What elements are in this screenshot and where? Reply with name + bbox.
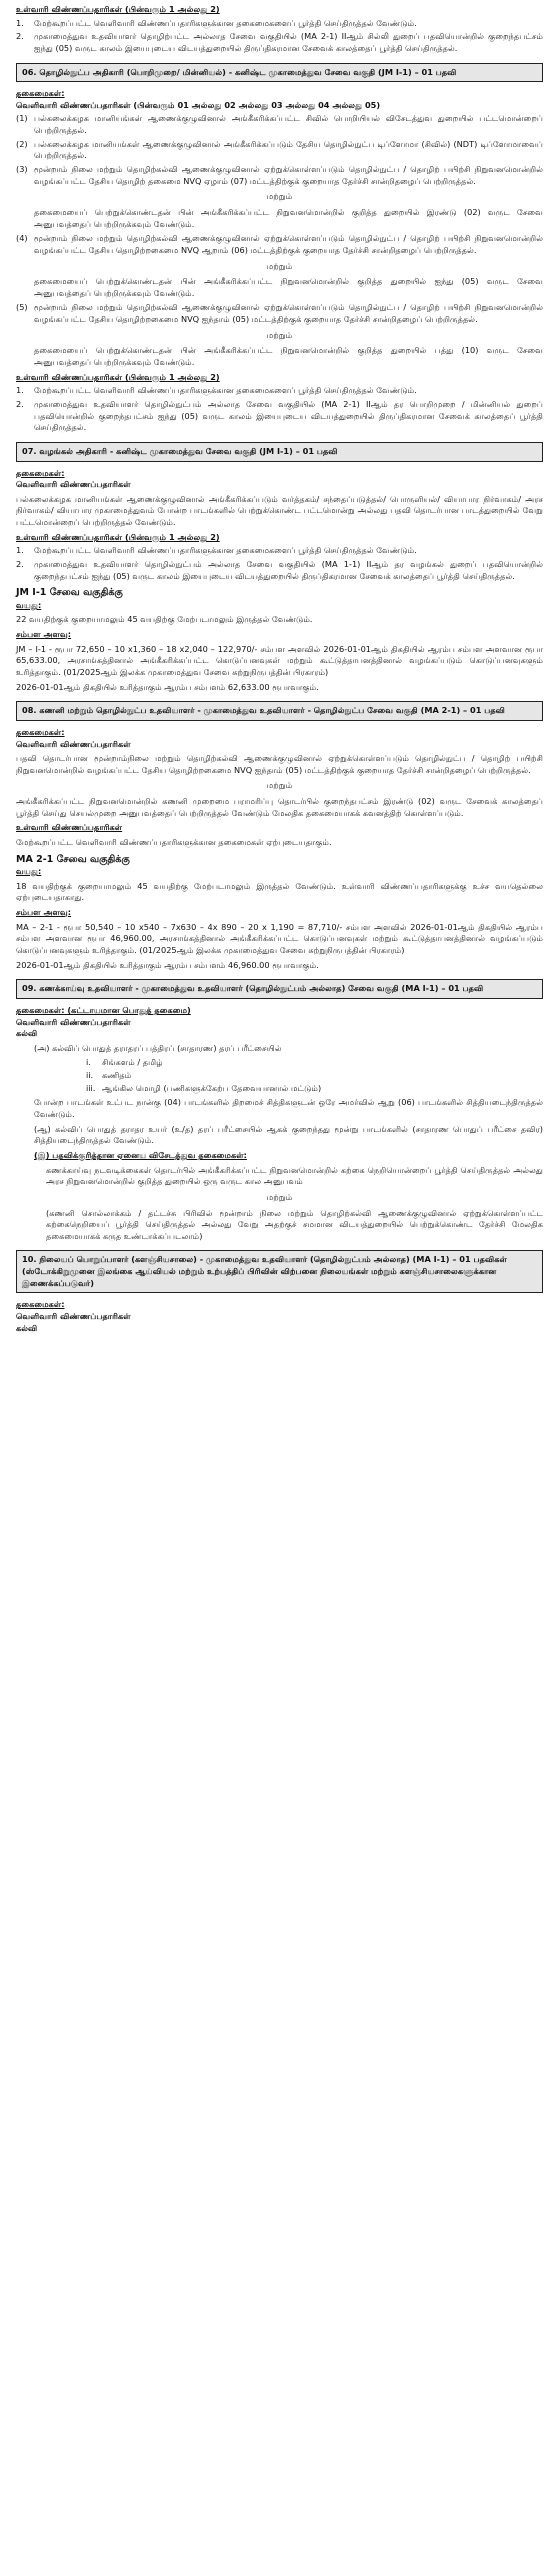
section-10-title: 10. நிலையப் பொறுப்பாளர் (களஞ்சியசாலை) - முகாமைத்துவ உதவியாளர் (தொழில்நுட்பம் அல்லாத) (MA I-1) – 01 பதவிகள் (ஸ்டோக்கிறுமுனை இலங்கை ஆய்வியல் மற்றும் உற்பத்திப் பிரிவின் விற்பனை நிலையங்கள் மற்றும் களஞ்சியசாலைகளுக்கான இணைக்கப்படுவர்) xyxy=(16,1250,543,1293)
internal-heading: உள்வாரி விண்ணப்பதாரிகள் xyxy=(16,822,123,833)
age-text: 18 வயதிற்குக் குறையாமலும் 45 வயதிற்கு மேற்படாமலும் இருத்தல் வேண்டும். உள்வாரி விண்ணப்பதாரிகளுக்கு உச்ச வயதெல்லை ஏற்புடையதாகாது. xyxy=(16,880,543,903)
list-item: 2. முகாமைத்துவ உதவியாளர் தொழில்நுட்பம் அல்லாத சேவை வகுதியில் (MA 2-1) IIஆம் தர பொறிமுறை / மின்னியல் துறைப் பதவியொன்றில் குறைந்தபட்சம் ஐந்து (05) வருட காலம் இயைபுடைய விடயத்துறையில் திருப்திகரமான சேவைக் காலத்தைப் பூர்த்தி செய்திருத்தல். xyxy=(16,398,543,433)
external-text: பல்கலைக்கழக மானியங்கள் ஆணைக்குழுவினால் அங்கீகரிக்கப்படும் வர்த்தகம்/ சந்தைப்படுத்தல்/ பொருளியல்/ வியாபார நிர்வாகம்/ அரச நிர்வாகம்/ வியாபார முகாமைத்துவம் போன்ற பாடங்களில் பெற்றுக்கொண்ட பட்டமொன்று அல்லது பதவி தொடர்பான பாடத்துறையில் வேறு பட்டமொன்றைப் பெற்றிருத்தல் வேண்டும். xyxy=(16,493,543,528)
external-heading: வெளிவாரி விண்ணப்பதாரிகள் xyxy=(16,1310,131,1321)
list-item: 1. மேற்கூறப்பட்ட வெளிவாரி விண்ணப்பதாரிகளுக்கான தகைமைகளைப் பூர்த்தி செய்திருத்தல் வேண்டும். xyxy=(16,17,417,28)
qualifications-label: தகைமைகள்: xyxy=(16,467,65,478)
salary-label: சம்பள அளவு: xyxy=(16,629,72,640)
education-b: (ஆ) கல்விப் பொதுத் தராதர உயர் (உ/த) தரப் பரீட்சையில் ஆகக் குறைந்தது மூன்று பாடங்களில் (சாதாரண பொதுப் பரீட்சை தவிர) சித்தியடைந்திருத்தல் வேண்டும். xyxy=(34,1123,543,1146)
subject-item: iii. ஆங்கில மொழி (பணிகளுக்கேற்ப தேவையானால் மட்டும்) xyxy=(86,1082,322,1093)
qualifications-label: தகைமைகள்: xyxy=(16,726,65,737)
special-qualifications-text: கணக்காய்வு நடவடிக்கைகள் தொடர்பில் அங்கீகரிக்கப்பட்ட நிறுவனமொன்றில் கற்கை நெறியொன்றைப் பூர்த்தி செய்திருத்தல் அல்லது அரச நிறுவனமொன்றில் குறித்த துறையில் ஒரு வருட கால அனுபவம் xyxy=(46,1164,543,1187)
top-internal-heading: உள்வாரி விண்ணப்பதாரிகள் (பின்வரும் 1 அல்லது 2) xyxy=(16,4,220,14)
and-separator: மற்றும் xyxy=(266,260,293,271)
qualifications-label: தகைமைகள்: xyxy=(16,1299,65,1310)
list-item: (3) மூன்றாம் நிலை மற்றும் தொழிற்கல்வி ஆணைக்குழுவினால் ஏற்றுக்கொள்ளப்படும் தொழில்நுட்ப / தொழிற் பயிற்சி நிறுவனமொன்றில் வழங்கப்பட்ட தேசிய தொழிற் தகைமை NVQ ஏழாம் (07) மட்டத்திற்குக் குறையாத தேர்ச்சி சான்றிதழைப் பெற்றிருத்தல். xyxy=(16,164,543,186)
list-item: 1. மேற்கூறப்பட்ட வெளிவாரி விண்ணப்பதாரிகளுக்கான தகைமைகளைப் பூர்த்தி செய்திருத்தல் வேண்டும். xyxy=(16,385,417,396)
list-item: (2) பல்கலைக்கழக மானியங்கள் ஆணைக்குழுவினால் அங்கீகரிக்கப்படும் தேசிய தொழில்நுட்ப டிப்ளோமா (சிவில்) (NDT) டிப்ளோமாவைப் பெற்றிருத்தல். xyxy=(16,138,543,161)
salary-note: 2026-01-01ஆம் திகதியில் உரித்தாகும் ஆரம்ப சம்பளம் 62,633.00 ரூபாவாகும். xyxy=(16,681,319,692)
salary-note: 2026-01-01ஆம் திகதியில் உரித்தாகும் ஆரம்ப சம்பளம் 46,960.00 ரூபாவாகும். xyxy=(16,959,319,970)
special-qualifications-heading: (இ) பதவிக்குரித்தான ஏனைய விசேடத்துவ தகைமைகள்: xyxy=(34,1149,247,1160)
external-heading: வெளிவாரி விண்ணப்பதாரிகள் xyxy=(16,738,131,749)
service-heading: JM I-1 சேவை வகுதிக்கு xyxy=(16,587,123,599)
top-internal-list xyxy=(16,18,543,55)
experience-text: தகைமையைப் பெற்றுக்கொண்டதன் பின் அங்கீகரிக்கப்பட்ட நிறுவனமொன்றில் குறித்த துறையில் ஐந்து (05) வருட சேவை அனுபவத்தைப் பெற்றிருக்கவும் வேண்டும். xyxy=(34,276,543,298)
internal-text: மேற்கூறப்பட்ட வெளிவாரி விண்ணப்பதாரிகளுக்கான தகைமைகள் ஏற்புடையதாகும். xyxy=(16,837,332,847)
section-09-title: 09. கணக்காய்வு உதவியாளர் - முகாமைத்துவ உதவியாளர் (தொழில்நுட்பம் அல்லாத) சேவை வகுதி (MA I-1) – 01 பதவி xyxy=(16,979,543,999)
list-item: 2. முகாமைத்துவ உதவியாளர் தொழிற்பட்ட அல்லாத சேவை வகுதியில் (MA 2-1) IIஆம் சில்லி துறைப் பதவியொன்றில் குறைந்தபட்சம் ஐந்து (05) வருட காலம் இயைபுடைய விடயத்துறையில் திருப்திகரமான சேவைக் காலத்தைப் பூர்த்தி செய்திருத்தல். xyxy=(16,31,543,53)
list-item: 1. மேற்கூறப்பட்ட வெளிவாரி விண்ணப்பதாரிகளுக்கான தகைமைகளைப் பூர்த்தி செய்திருத்தல் வேண்டும். xyxy=(16,545,417,556)
external-heading: வெளிவாரி விண்ணப்பதாரிகள் xyxy=(16,479,131,490)
experience-text: அங்கீகரிக்கப்பட்ட நிறுவனமொன்றில் கணனி முறைமை பராமரிப்பு தொடர்பில் குறைந்தபட்சம் இரண்டு (02) வருட சேவைக் காலத்தைப் பூர்த்தி செய்து செயல்முறை அனுபவத்தைப் பெற்றிருத்தல் வேண்டும் மேலதிக தகைமையாகக் கவனத்திற் கொள்ளப்படும். xyxy=(16,796,543,818)
and-separator: மற்றும் xyxy=(266,780,293,791)
external-heading: வெளிவாரி விண்ணப்பதாரிகள் xyxy=(16,1016,131,1027)
experience-text: தகைமையைப் பெற்றுக்கொண்டதன் பின் அங்கீகரிக்கப்பட்ட நிறுவனமொன்றில் குறித்த துறையில் இரண்டு (02) வருட சேவை அனுபவத்தைப் பெற்றிருக்கவும் வேண்டும். xyxy=(34,206,543,229)
education-label: கல்வி xyxy=(16,1028,38,1039)
salary-label: சம்பள அளவு: xyxy=(16,907,72,918)
external-heading: வெளிவாரி விண்ணப்பதாரிகள் (பின்வரும் 01 அல்லது 02 அல்லது 03 அல்லது 04 அல்லது 05) xyxy=(16,99,381,110)
internal-heading: உள்வாரி விண்ணப்பதாரிகள் (பின்வரும் 1 அல்லது 2) xyxy=(16,531,220,542)
additional-qualification-text: (கணனி சொல்லாக்கம் / தட்டச்சு பிரிவில் மூன்றாம் நிலை மற்றும் தொழிற்கல்வி ஆணைக்குழுவினால் ஏற்றுக்கொள்ளப்பட்ட கற்கைநெறியைப் பூர்த்தி செய்திருத்தல் அல்லது வேறு அதற்குச் சமமான விடயத்துறையில் பெற்றுக்கொண்ட தேர்ச்சி மேலதிக தகைமையாகக் கருத உண்டாக்கப்படலாம்) xyxy=(46,1207,543,1241)
age-label: வயது: xyxy=(16,599,42,610)
internal-heading: உள்வாரி விண்ணப்பதாரிகள் (பின்வரும் 1 அல்லது 2) xyxy=(16,371,220,382)
list-item: (5) மூன்றாம் நிலை மற்றும் தொழிற்கல்வி ஆணைக்குழுவினால் ஏற்றுக்கொள்ளப்படும் தொழில்நுட்ப / தொழிற் பயிற்சி நிறுவனமொன்றில் வழங்கப்பட்ட தேசிய தொழிற்றகைமை NVQ ஐந்தாம் (05) மட்டத்திற்குக் குறையாத தேர்ச்சி சான்றிதழைப் பெற்றிருத்தல். xyxy=(16,302,543,325)
list-item: 2. முகாமைத்துவ உதவியாளர் தொழில்நுட்பம் அல்லாத சேவை வகுதியில் (MA 1-1) IIஆம் தர வழங்கல் துறைப் பதவியொன்றில் குறைந்தபட்சம் ஐந்து (05) வருட காலம் இயைபுடைய விடயத்துறையில் திருப்திகரமான சேவைக் காலத்தைப் பூர்த்தி செய்திருத்தல். xyxy=(16,558,543,581)
salary-text: JM – I-1 - ரூபா 72,650 – 10 x1,360 – 18 x2,040 – 122,970/- சம்பள அளவில் 2026-01-01ஆம் திகதியில் ஆரம்ப சம்பள அளவான ரூபா 65,633.00, அரசாங்கத்தினால் அங்கீகரிக்கப்பட்ட கொடுப்பனவுகள் மற்றும் கூட்டுத்தாபனத்தினால் வழங்கப்படும் கொடுப்பனவுகளும் உரித்தாகும். (01/2025ஆம் இலக்க முகாமைத்துவ சேவை சுற்றுநிருபத்தின் பிரகாரம்) xyxy=(16,643,543,677)
qualifications-label: தகைமைகள்: (கட்டாயமான பொதுத் தகைமை) xyxy=(16,1004,191,1015)
education-a-after: போன்ற பாடங்கள் உட்பட நான்கு (04) பாடங்களில் திறமைச் சித்திகளுடன் ஒரே அமர்வில் ஆறு (06) பாடங்களில் சித்தியடைந்திருத்தல் வேண்டும். xyxy=(34,1097,543,1120)
list-item: (4) மூன்றாம் நிலை மற்றும் தொழிற்கல்வி ஆணைக்குழுவினால் ஏற்றுக்கொள்ளப்படும் தொழில்நுட்ப / தொழிற் பயிற்சி நிறுவனமொன்றில் வழங்கப்பட்ட தேசிய தொழிற்றகைமை NVQ ஆறாம் (06) மட்டத்திற்குக் குறையாத தேர்ச்சி சான்றிதழைப் பெற்றிருத்தல். xyxy=(16,233,543,255)
subject-item: i. சிங்களம் / தமிழ் xyxy=(86,1057,163,1068)
subject-item: ii. கணிதம் xyxy=(86,1070,132,1081)
section-07-title: 07. வழங்கல் அதிகாரி - கனிஷ்ட முகாமைத்துவ சேவை வகுதி (JM I-1) – 01 பதவி xyxy=(16,442,543,462)
section-08-title: 08. கணனி மற்றும் தொழில்நுட்ப உதவியாளர் - முகாமைத்துவ உதவியாளர் - தொழில்நுட்ப சேவை வகுதி (MA 2-1) – 01 பதவி xyxy=(16,701,543,721)
service-heading: MA 2-1 சேவை வகுதிக்கு xyxy=(16,853,130,865)
age-text: 22 வயதிற்குக் குறையாமலும் 45 வயதிற்கு மேற்படாமலும் இருத்தல் வேண்டும். xyxy=(16,614,313,625)
experience-text: தகைமையைப் பெற்றுக்கொண்டதன் பின் அங்கீகரிக்கப்பட்ட நிறுவனமொன்றில் குறித்த துறையில் பத்து (10) வருட சேவை அனுபவத்தைப் பெற்றிருக்கவும் வேண்டும். xyxy=(34,345,543,368)
and-separator: மற்றும் xyxy=(266,329,293,340)
education-label: கல்வி xyxy=(16,1322,38,1333)
external-text: பதவி தொடர்பான மூன்றாம்நிலை மற்றும் தொழிற்கல்வி ஆணைக்குழுவினால் ஏற்றுக்கொள்ளப்படும் தொழில்நுட்ப / தொழிற் பயிற்சி நிறுவனமொன்றில் வழங்கப்பட்ட தேசிய தொழிற்றகைமை NVQ ஐந்தாம் (05) மட்டத்திற்குக் குறையாத தேர்ச்சி சான்றிதழைப் பெற்றிருத்தல். xyxy=(16,753,543,775)
qualifications-label: தகைமைகள்: xyxy=(16,88,65,99)
list-item: (1) பல்கலைக்கழக மானியங்கள் ஆணைக்குழுவினால் அங்கீகரிக்கப்பட்ட சிவில் பொறியியல் விசேடத்துவ துறையில் பட்டமொன்றைப் பெற்றிருத்தல். xyxy=(16,113,543,136)
and-separator: மற்றும் xyxy=(266,1191,293,1202)
and-separator: மற்றும் xyxy=(266,191,293,202)
salary-text: MA – 2-1 - ரூபா 50,540 – 10 x540 – 7x630 – 4x 890 – 20 x 1,190 = 87,710/- சம்பள அளவில் 2026-01-01ஆம் திகதியில் ஆரம்ப சம்பள அளவான ரூபா 46,960.00, அரசாங்கத்தினால் அங்கீகரிக்கப்பட்ட கொடுப்பனவுகள் மற்றும் கூட்டுத்தாபனத்தினால் வழங்கப்படும் கொடுப்பனவுகளும் உரித்தாகும். (01/2025ஆம் இலக்க முகாமைத்துவ சேவை சுற்றுநிருபத்தின் பிரகாரம்) xyxy=(16,921,543,955)
education-a: (அ) கல்விப் பொதுத் தராதரப் பத்திரப் (சாதாரண) தரப் பரீட்சையில் xyxy=(34,1042,282,1053)
section-06-title: 06. தொழில்நுட்ப அதிகாரி (பொறிமுறை/ மின்னியல்) - கனிஷ்ட முகாமைத்துவ சேவை வகுதி (JM I-1) – 01 பதவி xyxy=(16,63,543,83)
age-label: வயது: xyxy=(16,866,42,877)
